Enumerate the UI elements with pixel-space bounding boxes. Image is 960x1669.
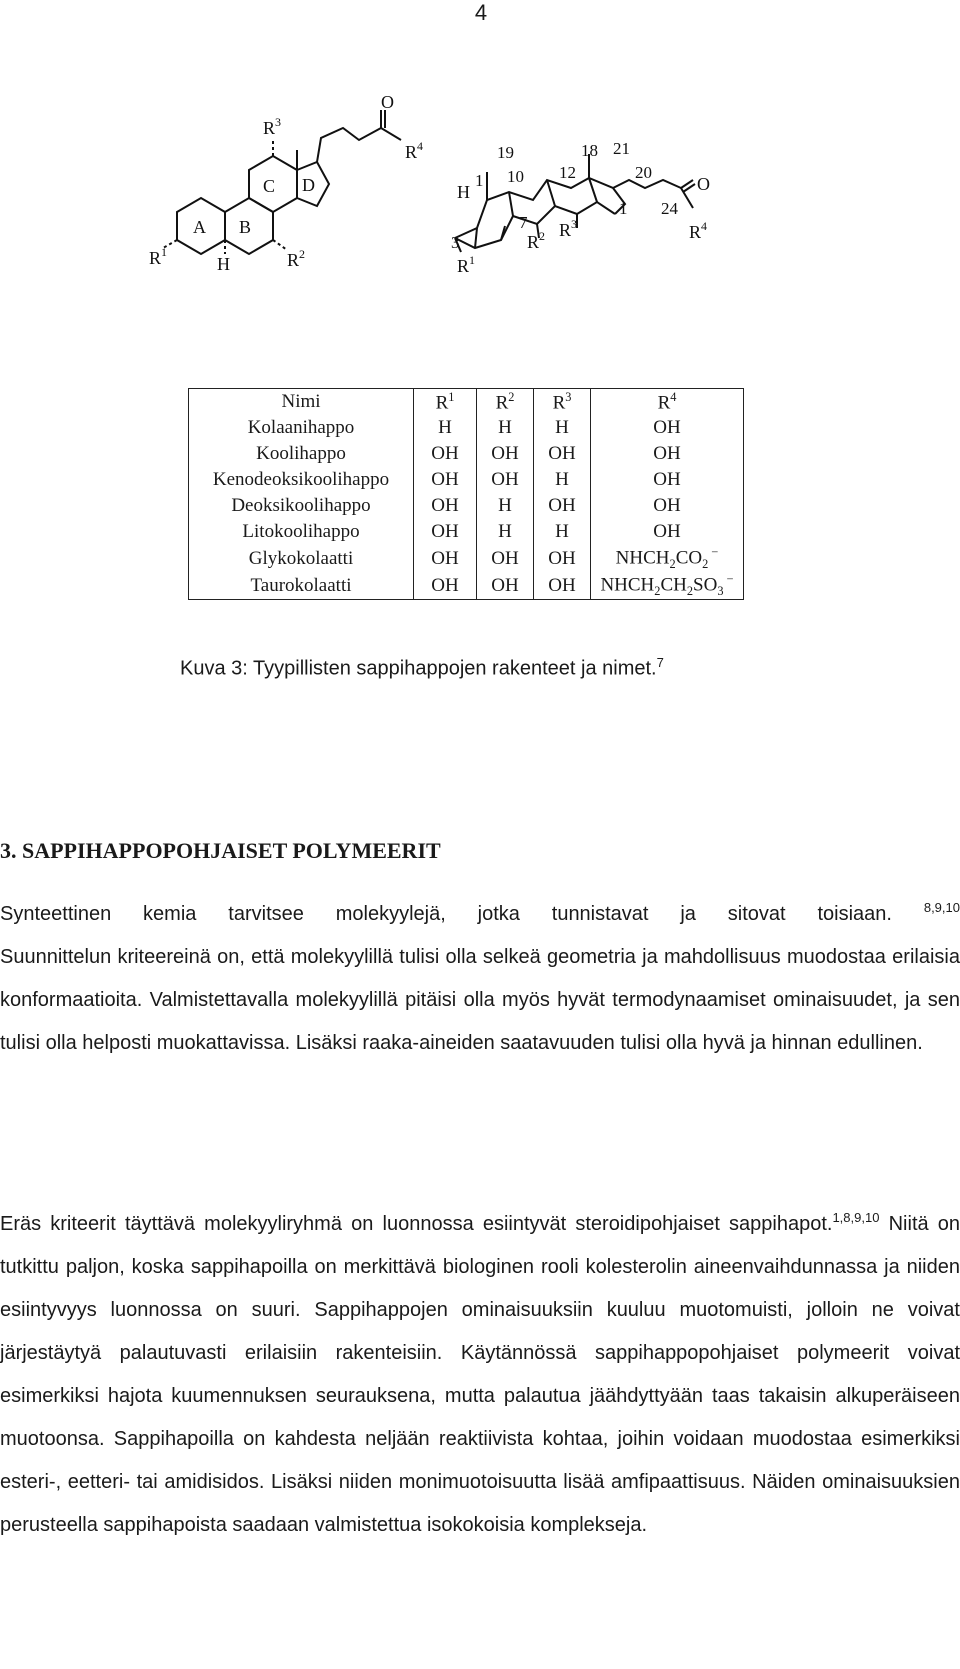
ring-d-label: D xyxy=(302,175,315,195)
cell-r2: OH xyxy=(477,545,534,572)
right-r4-label: $R^4$ xyxy=(689,219,708,242)
cell-r4: OH xyxy=(653,417,681,438)
cell-r1: OH xyxy=(414,493,477,519)
ring-b-label: B xyxy=(239,217,252,237)
header-r2: $R^2$ xyxy=(477,389,534,416)
cell-name: Litokoolihappo xyxy=(189,519,414,545)
table-row xyxy=(189,467,744,493)
left-o-label: O xyxy=(381,92,394,112)
header-r4: $R^4$ xyxy=(657,389,677,414)
atom-18-label: 18 xyxy=(581,141,598,160)
cell-r2: H xyxy=(477,415,534,441)
table-row xyxy=(189,441,744,467)
atom-21-label: 21 xyxy=(613,139,630,158)
cell-r2: OH xyxy=(477,441,534,467)
cell-r4: OH xyxy=(653,469,681,490)
right-h-label: H xyxy=(457,182,470,202)
cell-name: Glykokolaatti xyxy=(189,545,414,572)
paragraph-1 xyxy=(0,893,960,1065)
bile-acid-table xyxy=(188,388,744,600)
cell-r4: OH xyxy=(653,443,681,464)
atom-19-label: 19 xyxy=(497,143,514,162)
paragraph-1-first-line: Synteettinen kemia tarvitsee molekyylejä, jotka tunnistavat ja sitovat toisiaan. $^{8,9,10}$ xyxy=(0,900,960,925)
table-row xyxy=(189,519,744,545)
page-number: 4 xyxy=(474,0,488,25)
steroid-structure-drawing xyxy=(145,88,815,328)
cell-r1: H xyxy=(414,415,477,441)
table-header-row xyxy=(189,389,744,416)
cell-r3: OH xyxy=(534,441,591,467)
header-r3: $R^3$ xyxy=(534,389,591,416)
cell-r1: OH xyxy=(414,519,477,545)
bile-acid-structure-figure xyxy=(145,88,815,328)
cell-r2: OH xyxy=(477,467,534,493)
table-row xyxy=(189,415,744,441)
cell-name: Kenodeoksikoolihappo xyxy=(189,467,414,493)
cell-name: Taurokolaatti xyxy=(189,572,414,600)
cell-r3: OH xyxy=(534,545,591,572)
table-row xyxy=(189,572,744,600)
header-r1: $R^1$ xyxy=(414,389,477,416)
ring-c-label: C xyxy=(263,176,276,196)
cell-r2: OH xyxy=(477,572,534,600)
cell-r3: H xyxy=(534,519,591,545)
cell-name: Deoksikoolihappo xyxy=(189,493,414,519)
cell-r1: OH xyxy=(414,545,477,572)
cell-r3: H xyxy=(534,467,591,493)
atom-1b-label: 1 xyxy=(619,199,628,218)
left-h-label: H xyxy=(217,254,230,274)
cell-r4-formula: $NHCH_2CH_2SO_3$ − xyxy=(600,572,734,599)
right-o-label: O xyxy=(697,174,710,194)
cell-r3: OH xyxy=(534,493,591,519)
table-row xyxy=(189,545,744,572)
cell-r4-formula: $NHCH_2CO_2$ − xyxy=(615,545,719,572)
cell-r3: OH xyxy=(534,572,591,600)
cell-r4: OH xyxy=(653,495,681,516)
cell-r4: OH xyxy=(653,521,681,542)
ring-a-label: A xyxy=(193,217,206,237)
atom-12-label: 12 xyxy=(559,163,576,182)
paragraph-1-body: Suunnittelun kriteereinä on, että molekyylillä tulisi olla selkeä geometria ja mahdollisuus muodostaa erilaisia konformaatioita. Valmistettavalla molekyylillä pitäisi olla myös hyvät termodynaamiset ominaisuudet, ja sen tulisi olla helposti muokattavissa. Lisäksi raaka-aineiden saatavuuden tulisi olla hyvä ja hinnan edullinen. xyxy=(0,946,960,1054)
right-r3-label: $R^3$ xyxy=(559,217,578,240)
left-r2-label: $R^2$ xyxy=(287,247,306,270)
atom-20-label: 20 xyxy=(635,163,652,182)
table-row xyxy=(189,493,744,519)
atom-1-label: 1 xyxy=(475,171,484,190)
cell-r2: H xyxy=(477,519,534,545)
left-r1-label: $R^1$ xyxy=(149,245,168,268)
left-r3-label: $R^3$ xyxy=(263,115,282,138)
cell-r1: OH xyxy=(414,441,477,467)
atom-10-label: 10 xyxy=(507,167,524,186)
paragraph-2 xyxy=(0,1203,960,1547)
section-heading: 3. SAPPIHAPPOPOHJAISET POLYMEERIT xyxy=(0,838,441,863)
cell-r1: OH xyxy=(414,572,477,600)
figure-caption: Kuva 3: Tyypillisten sappihappojen rakenteet ja nimet.$^7$ xyxy=(180,655,664,680)
cell-r3: H xyxy=(534,415,591,441)
header-name: Nimi xyxy=(189,389,414,416)
cell-name: Koolihappo xyxy=(189,441,414,467)
right-r1-label: $R^1$ xyxy=(457,253,476,276)
atom-7-label: 7 xyxy=(519,213,528,232)
atom-24-label: 24 xyxy=(661,199,678,218)
paragraph-2-body: Eräs kriteerit täyttävä molekyyliryhmä on luonnossa esiintyvät steroidipohjaiset sappihapot.$^{1,8,9,10}$ Niitä on tutkittu paljon, koska sappihapoilla on merkittävä biologinen rooli kolesterolin aineenvaihdunnassa ja niiden esiintyvyys luonnossa on suuri. Sappihappojen ominaisuuksiin kuuluu muotomuisti, jolloin ne voivat järjestäytyä palautuvasti erilaisiin rakenteisiin. Käytännössä sappihappopohjaiset polymeerit voivat esimerkiksi hajota kuumennuksen seurauksena, mutta palautua jäähdyttyään taas takaisin alkuperäiseen muotoonsa. Sappihapoilla on kahdesta neljään reaktiivista kohtaa, joihin voidaan muodostaa esimerkiksi esteri-, eetteri- tai amidisidos. Lisäksi niiden monimuotoisuutta lisää amfipaattisuus. Näiden ominaisuuksien perusteella sappihapoista saadaan valmistettua isokokoisia komplekseja. xyxy=(0,1210,960,1536)
right-r2-label: $R^2$ xyxy=(527,229,546,252)
atom-3-label: 3 xyxy=(451,233,460,252)
cell-name: Kolaanihappo xyxy=(189,415,414,441)
cell-r2: H xyxy=(477,493,534,519)
left-r4-label: $R^4$ xyxy=(405,139,424,162)
cell-r1: OH xyxy=(414,467,477,493)
